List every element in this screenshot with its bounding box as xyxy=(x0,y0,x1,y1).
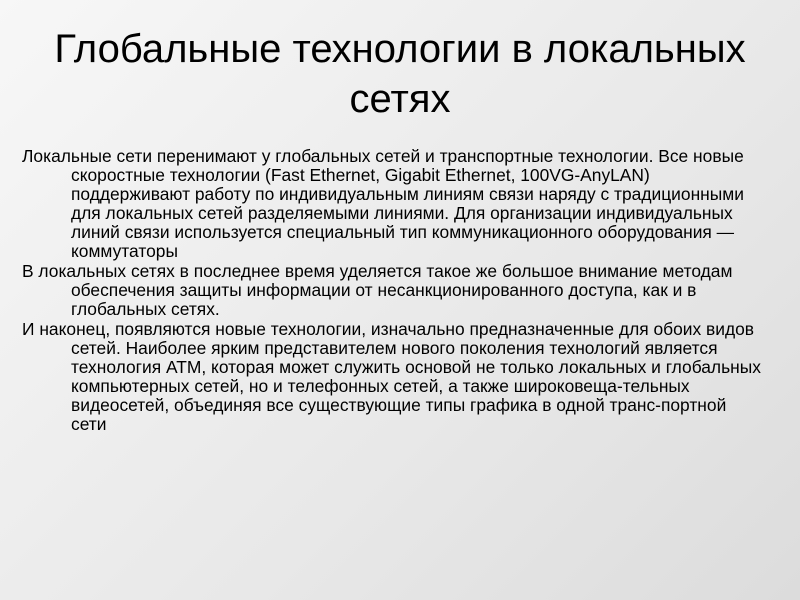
slide-title: Глобальные технологии в локальных сетях xyxy=(54,27,746,121)
paragraph-security: В локальных сетях в последнее время уделяется такое же большое внимание методам обеспечения защиты информации от несанкционированного доступа, как и в глобальных сетях. xyxy=(22,261,733,319)
slide-body xyxy=(22,147,762,435)
paragraph-local-networks: Локальные сети перенимают у глобальных сетей и транспортные технологии. Все новые скоростные технологии (Fast Ethernet, Gigabit Ethernet, 100VG-AnyLAN) поддерживают работу по индивидуальным линиям связи наряду с традиционными для локальных сетей разделяемыми линиями. Для организации индивидуальных линий связи используется специальный тип коммуникационного оборудования — коммутаторы xyxy=(22,146,744,261)
paragraph-atm: И наконец, появляются новые технологии, изначально предназначенные для обоих видов сетей. Наиболее ярким представителем нового поколения технологий является технология ATM, которая может служить основой не только локальных и глобальных компьютерных сетей, но и телефонных сетей, а также широковеща-тельных видеосетей, объединяя все существующие типы графика в одной транс-портной сети xyxy=(22,319,761,434)
